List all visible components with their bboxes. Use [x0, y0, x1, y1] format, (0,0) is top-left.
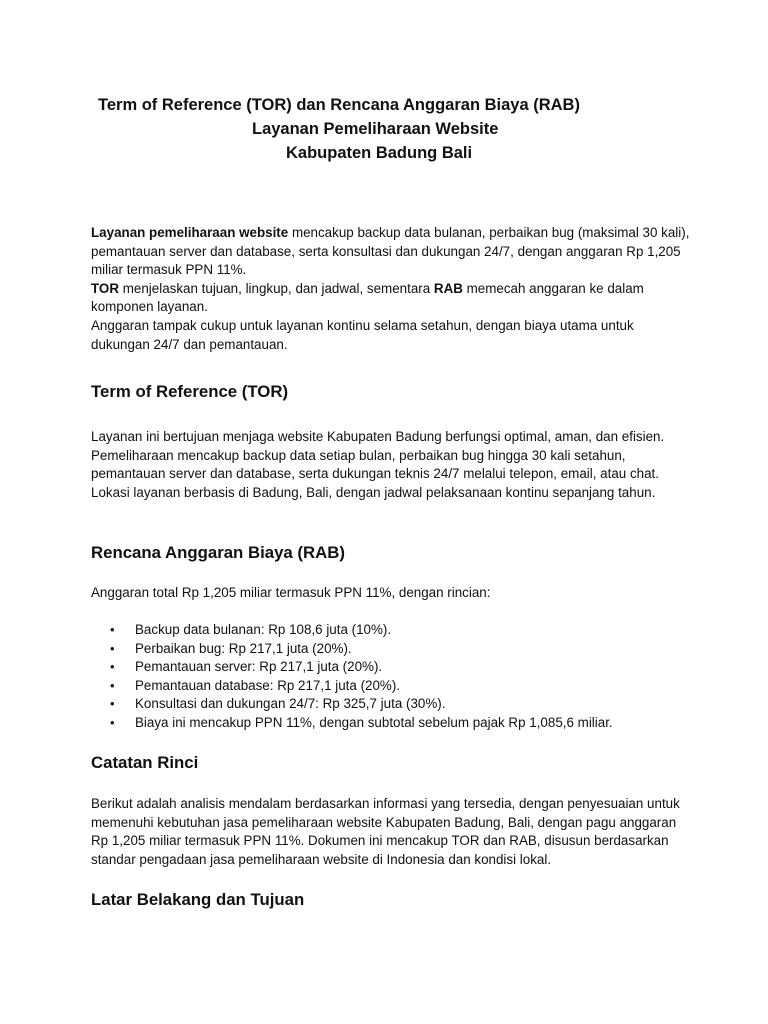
list-item-text: Backup data bulanan: Rp 108,6 juta (10%).: [135, 622, 392, 637]
list-item: [91, 640, 711, 659]
intro-paragraph-1: [91, 224, 691, 280]
list-item: [91, 658, 711, 677]
intro-text-1: mencakup backup data bulanan, perbaikan bug (maksimal 30 kali), pemantauan server dan database, serta konsultasi dan dukungan 24/7, dengan anggaran Rp 1,205 miliar termasuk PPN 11%.: [91, 225, 690, 278]
bullet-icon: •: [110, 659, 115, 675]
list-item-text: Konsultasi dan dukungan 24/7: Rp 325,7 juta (30%).: [135, 696, 446, 712]
bullet-icon: •: [110, 714, 115, 730]
heading-catatan-rinci: Catatan Rinci: [91, 753, 199, 772]
bullet-icon: •: [110, 640, 115, 656]
title-line-2: Layanan Pemeliharaan Website: [252, 120, 499, 138]
intro-paragraph-3: Anggaran tampak cukup untuk layanan kontinu selama setahun, dengan biaya utama untuk dukungan 24/7 dan pemantauan.: [91, 317, 634, 352]
heading-rab: Rencana Anggaran Biaya (RAB): [91, 543, 345, 562]
list-item: [91, 677, 711, 696]
tor-paragraph: Layanan ini bertujuan menjaga website Kabupaten Badung berfungsi optimal, aman, dan efisien. Pemeliharaan mencakup backup data setiap bulan, perbaikan bug hingga 30 kali setahun, pemantauan server dan database, serta dukungan teknis 24/7 melalui telepon, email, atau chat. Lokasi layanan berbasis di Badung, Bali, dengan jadwal pelaksanaan kontinu sepanjang tahun.: [91, 429, 665, 500]
list-item: [91, 621, 711, 640]
heading-latar-belakang: Latar Belakang dan Tujuan: [91, 890, 305, 909]
catatan-paragraph: Berikut adalah analisis mendalam berdasarkan informasi yang tersedia, dengan penyesuaian untuk memenuhi kebutuhan jasa pemeliharaan website Kabupaten Badung, Bali, dengan pagu anggaran Rp 1,205 miliar termasuk PPN 11%. Dokumen ini mencakup TOR dan RAB, disusun berdasarkan standar pengadaan jasa pemeliharaan website di Indonesia dan kondisi lokal.: [91, 796, 680, 867]
intro-bold-rab: RAB: [433, 280, 463, 296]
title-line-3: Kabupaten Badung Bali: [286, 144, 473, 162]
bullet-icon: •: [110, 622, 115, 637]
list-item-text: Biaya ini mencakup PPN 11%, dengan subtotal sebelum pajak Rp 1,085,6 miliar.: [135, 714, 613, 730]
intro-bold-term: Layanan pemeliharaan website: [91, 225, 289, 240]
intro-section: [91, 224, 691, 354]
bullet-icon: •: [110, 677, 115, 693]
intro-paragraph-2: [91, 280, 691, 317]
rab-intro-paragraph: Anggaran total Rp 1,205 miliar termasuk PPN 11%, dengan rincian:: [91, 585, 491, 600]
intro-text-2a: menjelaskan tujuan, lingkup, dan jadwal, sementara: [119, 280, 434, 296]
list-item-text: Pemantauan server: Rp 217,1 juta (20%).: [135, 659, 383, 675]
list-item: [91, 714, 711, 733]
intro-bold-tor: TOR: [91, 280, 120, 296]
list-item-text: Pemantauan database: Rp 217,1 juta (20%).: [135, 677, 401, 693]
title-line-1: Term of Reference (TOR) dan Rencana Anggaran Biaya (RAB): [98, 96, 580, 114]
rab-bullet-list: [91, 621, 711, 733]
intro-text-2b: memecah anggaran ke dalam komponen layanan.: [91, 280, 644, 315]
list-item-text: Perbaikan bug: Rp 217,1 juta (20%).: [135, 640, 352, 656]
bullet-icon: •: [110, 696, 115, 712]
list-item: [91, 695, 711, 714]
heading-tor: Term of Reference (TOR): [91, 382, 289, 401]
